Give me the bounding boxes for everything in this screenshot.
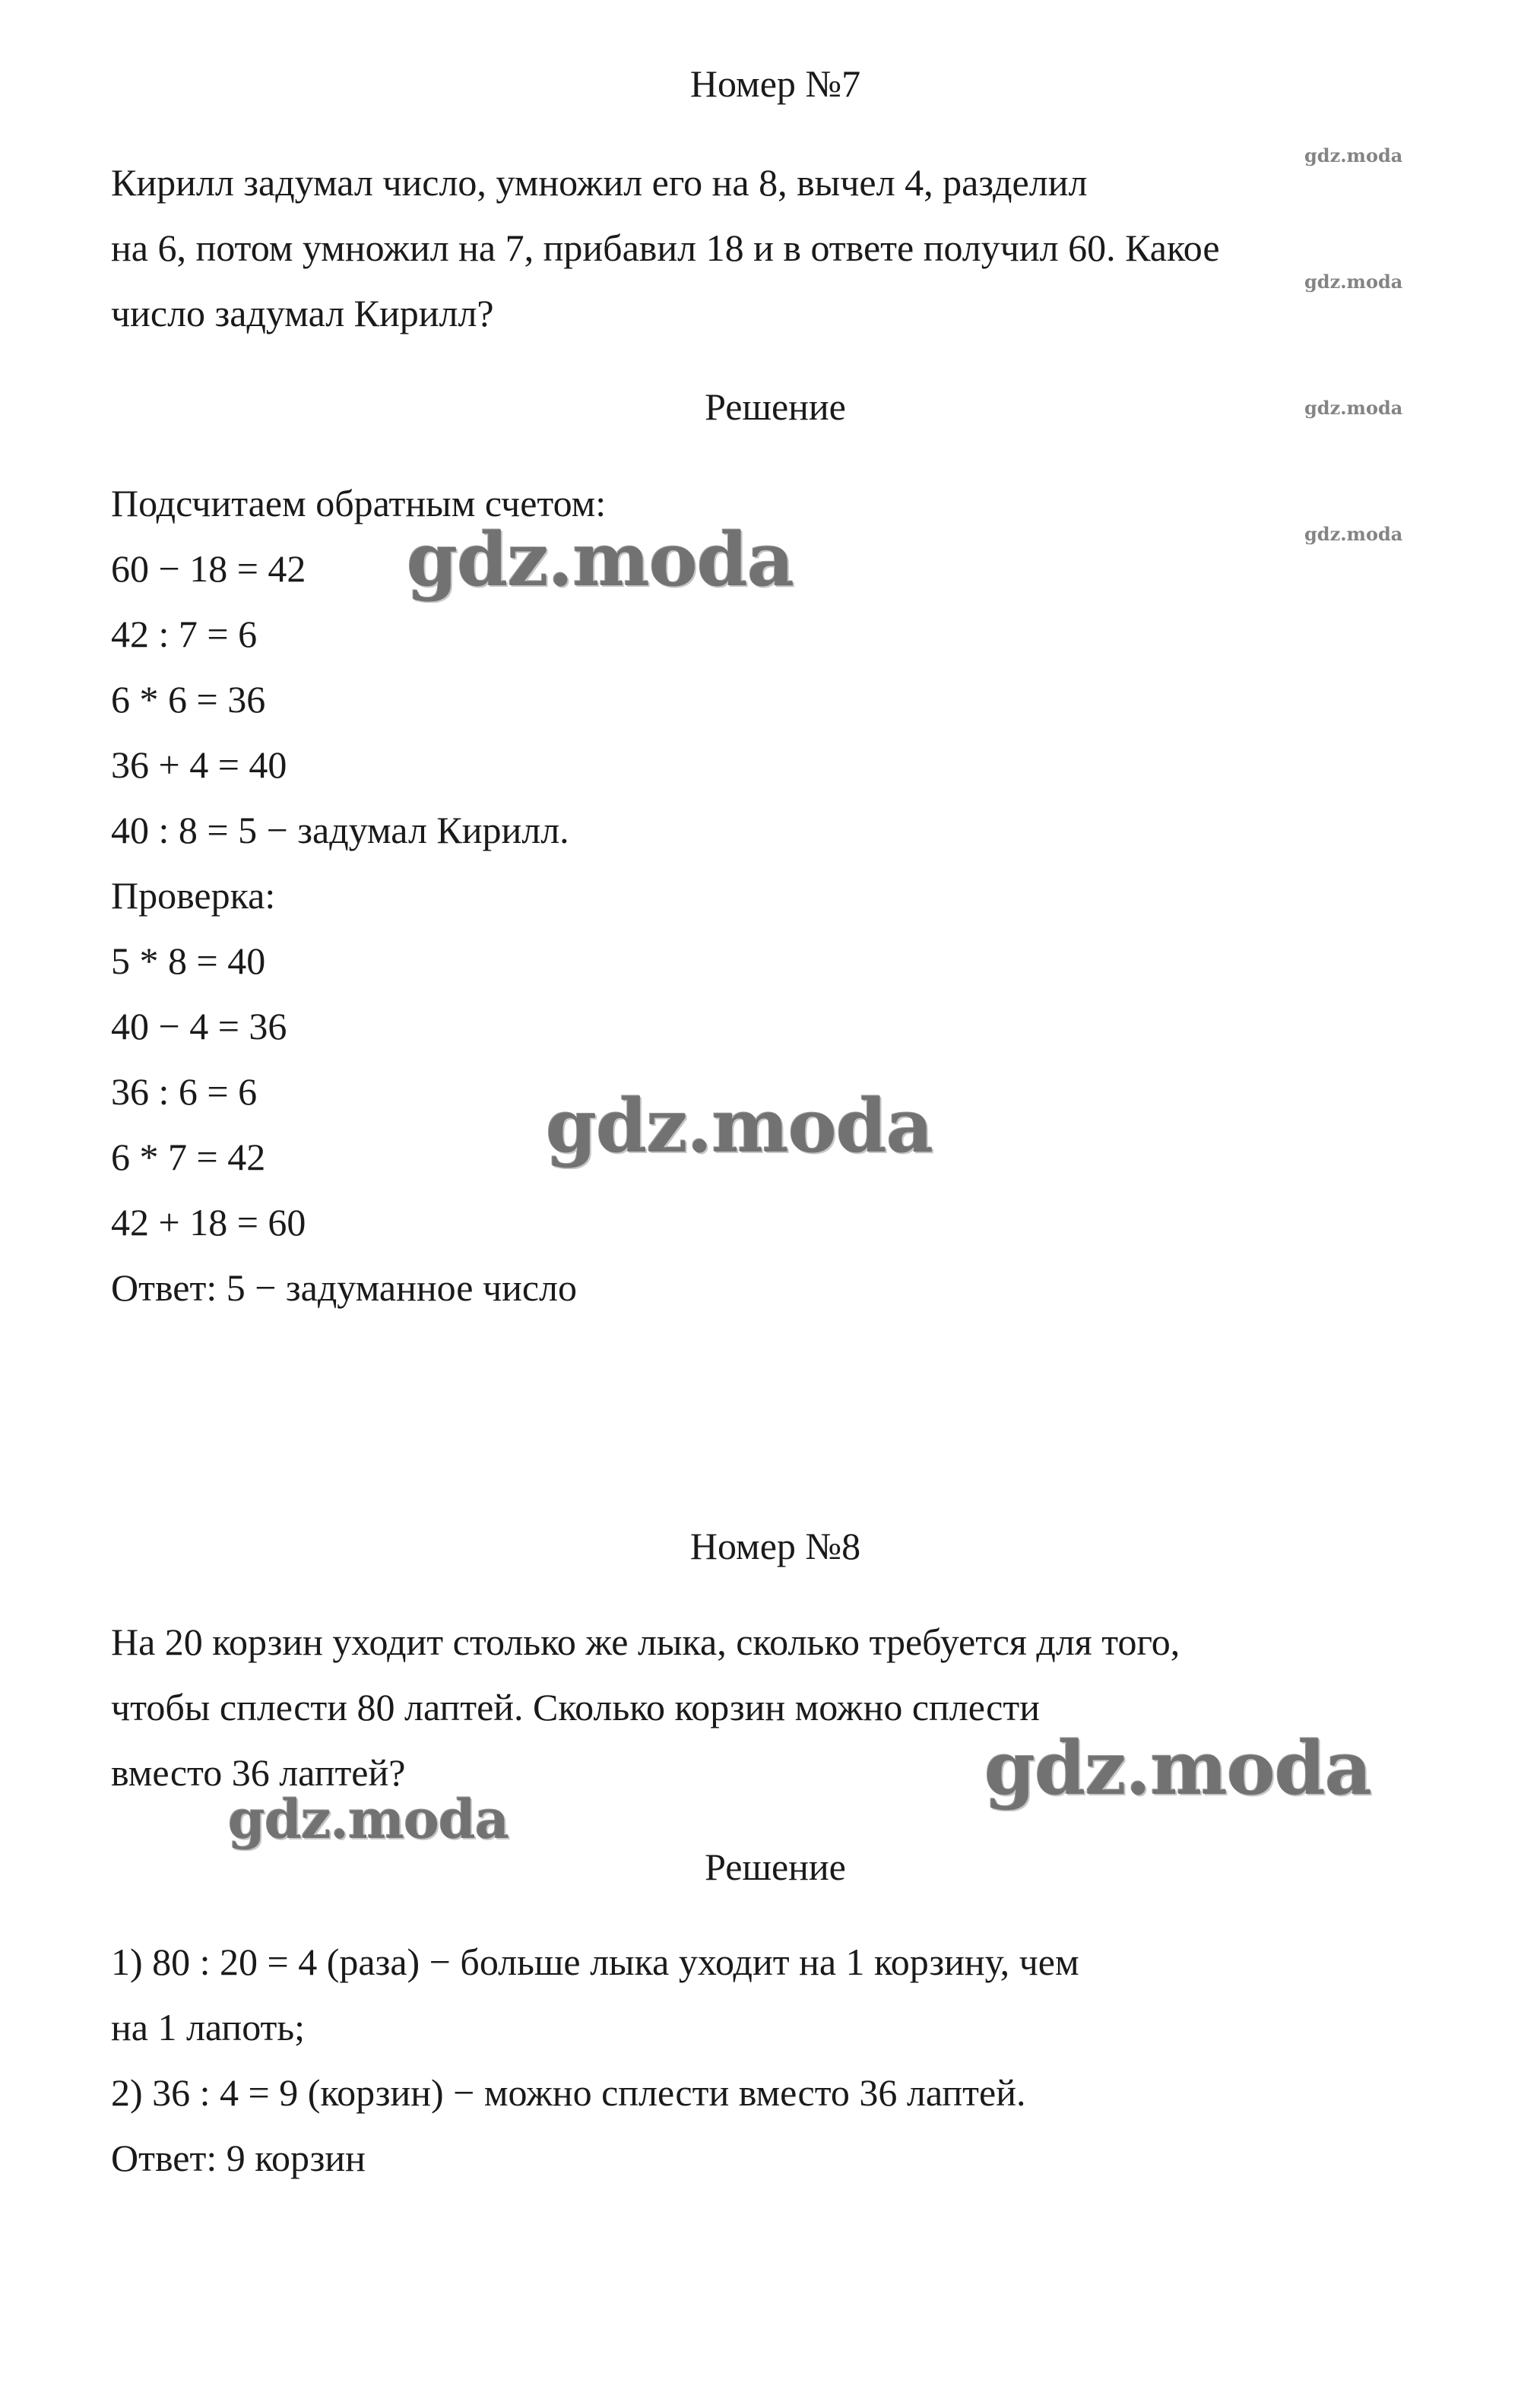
watermark-large: gdz.moda bbox=[984, 1725, 1372, 1811]
task-7-title: Номер №7 bbox=[689, 62, 861, 105]
watermark-medium: gdz.moda bbox=[228, 1788, 509, 1851]
watermark-large: gdz.moda bbox=[407, 517, 794, 603]
task-8-problem-line-2: чтобы сплести 80 лаптей. Сколько корзин можно сплести bbox=[111, 1686, 1040, 1728]
task-7-check-line: 36 : 6 = 6 bbox=[111, 1070, 258, 1113]
task-7-solution-line: 6 * 6 = 36 bbox=[111, 678, 266, 721]
watermark-small: gdz.moda bbox=[1304, 144, 1403, 166]
task-7-check-line: 40 − 4 = 36 bbox=[111, 1005, 287, 1047]
task-7-check-line: 42 + 18 = 60 bbox=[111, 1201, 306, 1244]
task-8-problem-line-3: вместо 36 лаптей? bbox=[111, 1751, 406, 1794]
task-7-problem-line-1: Кирилл задумал число, умножил его на 8, вычел 4, разделил bbox=[111, 161, 1088, 204]
watermark-large: gdz.moda bbox=[546, 1083, 933, 1169]
task-7-solution-line: Подсчитаем обратным счетом: bbox=[111, 482, 607, 524]
task-7-check-line: 6 * 7 = 42 bbox=[111, 1136, 266, 1178]
task-8-problem-line-1: На 20 корзин уходит столько же лыка, сколько требуется для того, bbox=[111, 1621, 1180, 1663]
watermark-small: gdz.moda bbox=[1304, 523, 1403, 545]
task-7-solution-heading: Решение bbox=[705, 385, 846, 428]
task-7-check-line: 5 * 8 = 40 bbox=[111, 939, 266, 982]
task-8-title: Номер №8 bbox=[689, 1525, 861, 1567]
task-8-answer: Ответ: 9 корзин bbox=[111, 2137, 366, 2179]
task-7-solution-line: 40 : 8 = 5 − задумал Кирилл. bbox=[111, 809, 569, 851]
task-7-check-label: Проверка: bbox=[111, 874, 276, 917]
task-7-solution-line: 42 : 7 = 6 bbox=[111, 613, 258, 655]
task-7-problem-line-2: на 6, потом умножил на 7, прибавил 18 и в ответе получил 60. Какое bbox=[111, 227, 1220, 269]
task-7-solution-line: 36 + 4 = 40 bbox=[111, 743, 287, 786]
task-8-solution-line: 2) 36 : 4 = 9 (корзин) − можно сплести вместо 36 лаптей. bbox=[111, 2071, 1026, 2114]
task-8-solution-line: на 1 лапоть; bbox=[111, 2006, 306, 2048]
watermark-small: gdz.moda bbox=[1304, 397, 1403, 419]
watermark-small: gdz.moda bbox=[1304, 271, 1403, 293]
task-8-solution-line: 1) 80 : 20 = 4 (раза) − больше лыка уходит на 1 корзину, чем bbox=[111, 1941, 1079, 1983]
task-8-solution-heading: Решение bbox=[705, 1846, 846, 1888]
task-7-answer: Ответ: 5 − задуманное число bbox=[111, 1266, 577, 1309]
task-7-problem-line-3: число задумал Кирилл? bbox=[111, 292, 494, 334]
task-7-solution-line: 60 − 18 = 42 bbox=[111, 547, 306, 590]
